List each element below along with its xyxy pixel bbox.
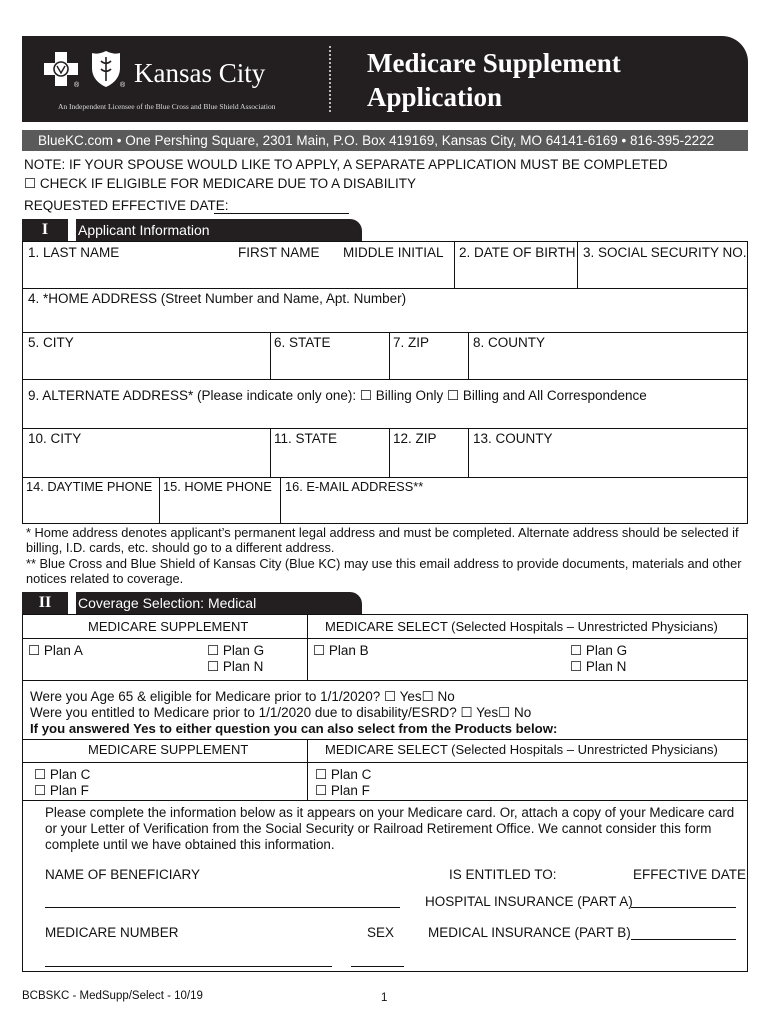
select-plan-g-checkbox[interactable]: ☐ Plan G (570, 643, 628, 658)
date-of-birth-field[interactable]: 2. DATE OF BIRTH (459, 245, 576, 260)
requested-effective-date-label: REQUESTED EFFECTIVE DATE: (24, 198, 229, 213)
col-divider (270, 428, 271, 477)
email-field[interactable]: 16. E-MAIL ADDRESS** (285, 479, 424, 494)
form-id: BCBSKC - MedSupp/Select - 10/19 (22, 990, 203, 1002)
home-phone-field[interactable]: 15. HOME PHONE (163, 479, 272, 494)
address-footnote: * Home address denotes applicant’s permanent legal address and must be completed. Alternate address should be selected if billing, I.D. cards, etc. should go to a different address. (26, 525, 739, 555)
spouse-note: NOTE: IF YOUR SPOUSE WOULD LIKE TO APPLY, A SEPARATE APPLICATION MUST BE COMPLETED (24, 157, 668, 172)
plan-c-checkbox[interactable]: ☐ Plan C (34, 767, 91, 782)
registered-mark: ® (74, 82, 80, 89)
row-divider (22, 739, 748, 740)
section-label: Applicant Information (78, 222, 210, 238)
divider (329, 46, 331, 112)
alt-city-field[interactable]: 10. CITY (28, 431, 82, 446)
section-label: Coverage Selection: Medical (78, 595, 257, 611)
col-divider (159, 477, 160, 523)
effective-date-label: EFFECTIVE DATE (633, 867, 747, 882)
county-field[interactable]: 8. COUNTY (473, 335, 546, 350)
last-name-field[interactable]: 1. LAST NAME (28, 245, 120, 260)
medicare-card-instructions: Please complete the information below as it appears on your Medicare card. Or, attach a copy of your Medicare card or your Letter of Verification from the Social Security or Railroad Retirement Office. We cannot consider this form complete until we have obtained this information. (45, 805, 735, 852)
entitled-to-label: IS ENTITLED TO: (449, 867, 557, 882)
separator (68, 592, 76, 614)
row-divider (22, 762, 748, 763)
home-address-field[interactable]: 4. *HOME ADDRESS (Street Number and Name, Apt. Number) (28, 291, 407, 306)
state-field[interactable]: 6. STATE (274, 335, 331, 350)
separator (68, 219, 76, 241)
col-divider (389, 428, 390, 477)
email-footnote: ** Blue Cross and Blue Shield of Kansas City (Blue KC) may use this email address to provide documents, materials and other notices related to coverage. (26, 556, 742, 586)
alt-county-field[interactable]: 13. COUNTY (473, 431, 553, 446)
products-instruction: If you answered Yes to either question you can also select from the Products below: (30, 721, 558, 736)
row-divider (22, 523, 748, 524)
row-divider (22, 477, 748, 478)
page-number: 1 (381, 992, 388, 1004)
beneficiary-name-label: NAME OF BENEFICIARY (45, 867, 201, 882)
zip-field[interactable]: 7. ZIP (393, 335, 430, 350)
medicare-supplement-header-2: MEDICARE SUPPLEMENT (88, 742, 249, 757)
medicare-number-label: MEDICARE NUMBER (45, 925, 179, 940)
registered-mark: ® (120, 82, 126, 89)
alternate-address-options[interactable]: 9. ALTERNATE ADDRESS* (Please indicate only one): ☐ Billing Only ☐ Billing and All Correspondence (28, 388, 647, 403)
header-banner (22, 36, 748, 122)
disability-question[interactable]: Were you entitled to Medicare prior to 1/1/2020 due to disability/ESRD? ☐ Yes☐ No (30, 705, 532, 720)
brand-name: Kansas City (134, 58, 266, 88)
row-divider (22, 379, 748, 380)
row-divider (22, 800, 748, 801)
col-divider (307, 614, 308, 680)
select-plan-c-checkbox[interactable]: ☐ Plan C (315, 767, 372, 782)
col-divider (270, 332, 271, 379)
select-plan-n-checkbox[interactable]: ☐ Plan N (570, 659, 627, 674)
medicare-select-header-2: MEDICARE SELECT (Selected Hospitals – Unrestricted Physicians) (325, 742, 718, 757)
row-divider (22, 288, 748, 289)
plan-f-checkbox[interactable]: ☐ Plan F (34, 783, 89, 798)
col-divider (468, 332, 469, 379)
beneficiary-name-field[interactable] (45, 907, 400, 908)
city-field[interactable]: 5. CITY (28, 335, 74, 350)
medicare-supplement-header: MEDICARE SUPPLEMENT (88, 619, 249, 634)
row-divider (22, 332, 748, 333)
form-title (367, 46, 621, 114)
requested-effective-date-field[interactable] (214, 213, 349, 214)
medicare-number-field[interactable] (45, 966, 332, 967)
section-number: I (41, 221, 49, 238)
sex-label: SEX (367, 925, 395, 940)
select-plan-f-checkbox[interactable]: ☐ Plan F (315, 783, 370, 798)
first-name-field[interactable]: FIRST NAME (238, 245, 320, 260)
medical-insurance-label: MEDICAL INSURANCE (PART B) (428, 925, 631, 940)
row-divider (22, 638, 748, 639)
title-line-1: Medicare Supplement (367, 48, 621, 78)
alt-zip-field[interactable]: 12. ZIP (393, 431, 437, 446)
disability-checkbox[interactable]: ☐ CHECK IF ELIGIBLE FOR MEDICARE DUE TO A DISABILITY (24, 176, 416, 191)
coverage-selection-table (22, 614, 748, 972)
plan-n-checkbox[interactable]: ☐ Plan N (207, 659, 264, 674)
col-divider (389, 332, 390, 379)
ssn-field[interactable]: 3. SOCIAL SECURITY NO. (583, 245, 747, 260)
col-divider (454, 241, 455, 288)
section-1-header (22, 219, 362, 241)
age-65-question[interactable]: Were you Age 65 & eligible for Medicare prior to 1/1/2020? ☐ Yes☐ No (30, 689, 455, 704)
daytime-phone-field[interactable]: 14. DAYTIME PHONE (26, 479, 153, 494)
col-divider (468, 428, 469, 477)
select-plan-b-checkbox[interactable]: ☐ Plan B (313, 643, 369, 658)
plan-a-checkbox[interactable]: ☐ Plan A (28, 643, 83, 658)
row-divider (22, 428, 748, 429)
medicare-select-header: MEDICARE SELECT (Selected Hospitals – Unrestricted Physicians) (325, 619, 718, 634)
section-number: II (38, 594, 52, 611)
col-divider (280, 477, 281, 523)
licensee-text: An Independent Licensee of the Blue Cross and Blue Shield Association (58, 102, 276, 111)
contact-bar: BlueKC.com • One Pershing Square, 2301 Main, P.O. Box 419169, Kansas City, MO 64141-6169 • 816-395-2222 (22, 130, 748, 151)
hospital-insurance-label: HOSPITAL INSURANCE (PART A) (425, 894, 633, 909)
sex-field[interactable] (351, 966, 404, 967)
part-a-effective-date-field[interactable] (631, 907, 736, 908)
row-divider (22, 680, 748, 681)
plan-g-checkbox[interactable]: ☐ Plan G (207, 643, 265, 658)
title-line-2: Application (367, 82, 503, 112)
part-b-effective-date-field[interactable] (631, 939, 736, 940)
blue-shield-logo-icon (90, 50, 122, 88)
col-divider (577, 241, 578, 288)
middle-initial-field[interactable]: MIDDLE INITIAL (343, 245, 444, 260)
col-divider (307, 739, 308, 800)
blue-cross-logo-icon (44, 52, 78, 86)
section-2-header (22, 592, 362, 614)
alt-state-field[interactable]: 11. STATE (274, 431, 338, 446)
